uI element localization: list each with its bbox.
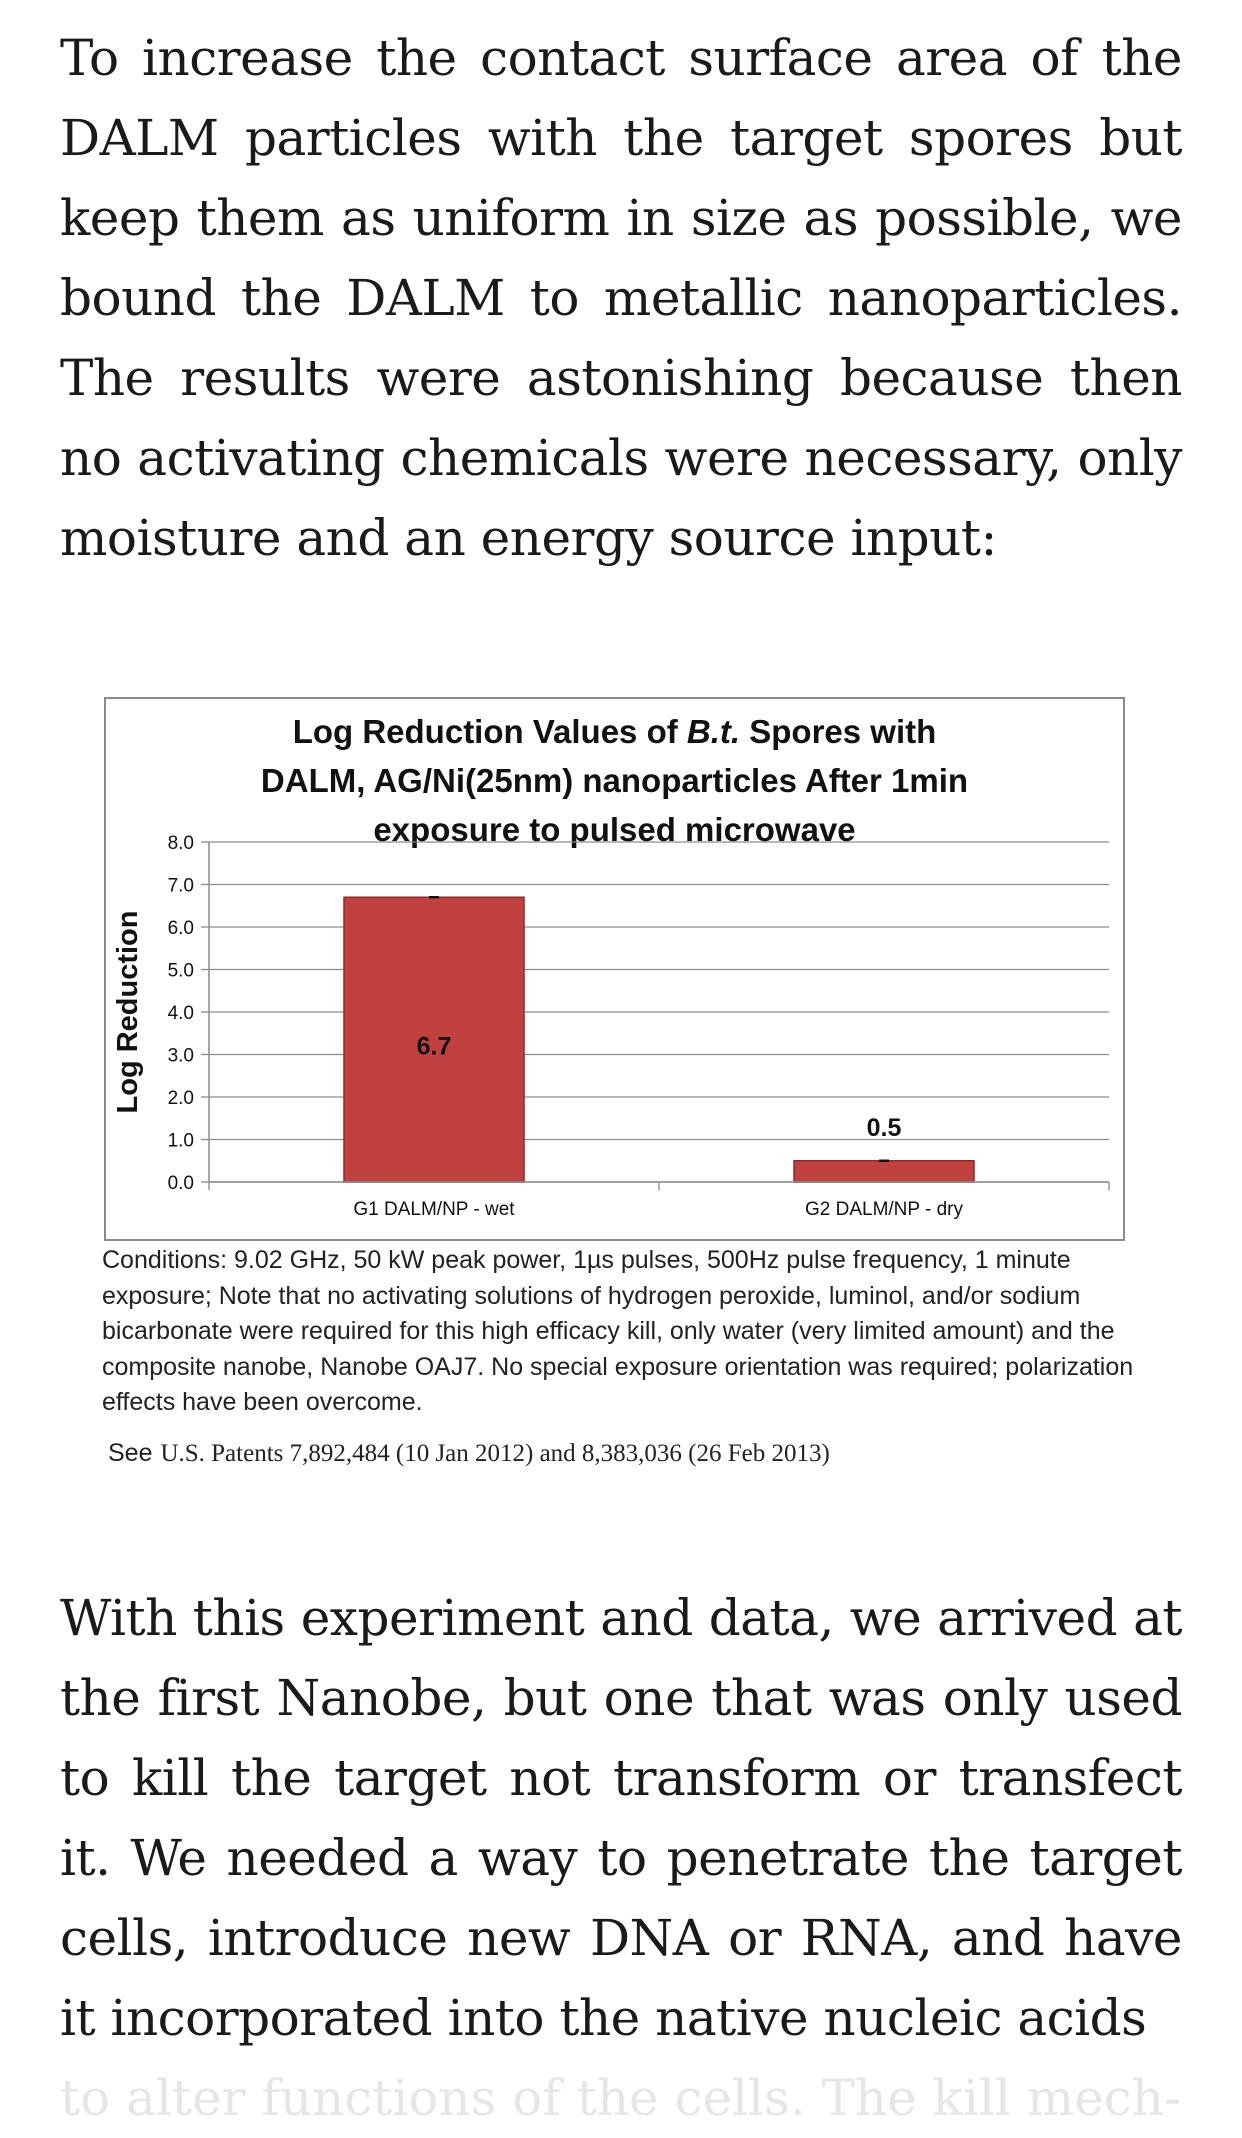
chart-title-line-2: DALM, AG/Ni(25nm) nanoparticles After 1min xyxy=(260,762,969,799)
y-tick-label: 0.0 xyxy=(167,1173,194,1194)
followup-paragraph: With this experiment and data, we arrived at the first Nanobe, but one that was only used to kill the target not transform or transfect it. We needed a way to penetrate the target cells, introduce new DNA or RNA, and have it incorporated into the native nucleic acids xyxy=(60,1589,1182,2047)
y-tick-label: 8.0 xyxy=(167,833,194,854)
y-tick-label: 3.0 xyxy=(167,1045,194,1067)
chart-figure xyxy=(104,697,1125,1241)
x-category-label: G2 DALM/NP - dry xyxy=(804,1199,964,1220)
y-tick-label: 7.0 xyxy=(167,875,194,897)
y-tick-label: 6.0 xyxy=(167,918,194,939)
bar-chart xyxy=(106,699,1123,1239)
patent-numbers: U.S. Patents 7,892,484 (10 Jan 2012) and 8,383,036 (26 Feb 2013) xyxy=(160,1440,830,1467)
intro-paragraph: To increase the contact surface area of the DALM particles with the target spores but keep them as uniform in size as possible, we bound the DALM to metallic nanoparticles. The results were astonishing because then no activating chemicals were necessary, only moisture and an energy source input: xyxy=(60,29,1182,567)
patent-see-label: See xyxy=(108,1439,153,1467)
y-tick-label: 2.0 xyxy=(167,1088,194,1109)
bar-data-label: 0.5 xyxy=(866,1113,902,1142)
bar-data-label: 6.7 xyxy=(416,1032,452,1061)
chart-title-species: B.t. xyxy=(686,713,741,750)
patent-reference xyxy=(108,1437,830,1470)
faded-next-line: to alter functions of the cells. The kill mech- xyxy=(60,2069,1181,2127)
y-tick-label: 5.0 xyxy=(167,960,194,982)
y-tick-label: 4.0 xyxy=(167,1003,194,1024)
y-tick-label: 1.0 xyxy=(167,1130,194,1152)
chart-title-prefix: Log Reduction Values of xyxy=(292,713,687,750)
figure-caption: Conditions: 9.02 GHz, 50 kW peak power, 1µs pulses, 500Hz pulse frequency, 1 minute exposure; Note that no activating solutions of hydrogen peroxide, luminol, and/or sodium bicarbonate were required for this high efficacy kill, only water (very limited amount) and the composite nanobe, Nanobe OAJ7. No special exposure orientation was required; polarization effects have been overcome. xyxy=(102,1246,1134,1416)
chart-title-line-3: exposure to pulsed microwave xyxy=(373,811,856,848)
bar-2 xyxy=(794,1161,974,1182)
y-axis-title: Log Reduction xyxy=(112,910,144,1114)
x-category-label: G1 DALM/NP - wet xyxy=(353,1199,515,1220)
chart-title-suffix: Spores with xyxy=(740,713,937,750)
